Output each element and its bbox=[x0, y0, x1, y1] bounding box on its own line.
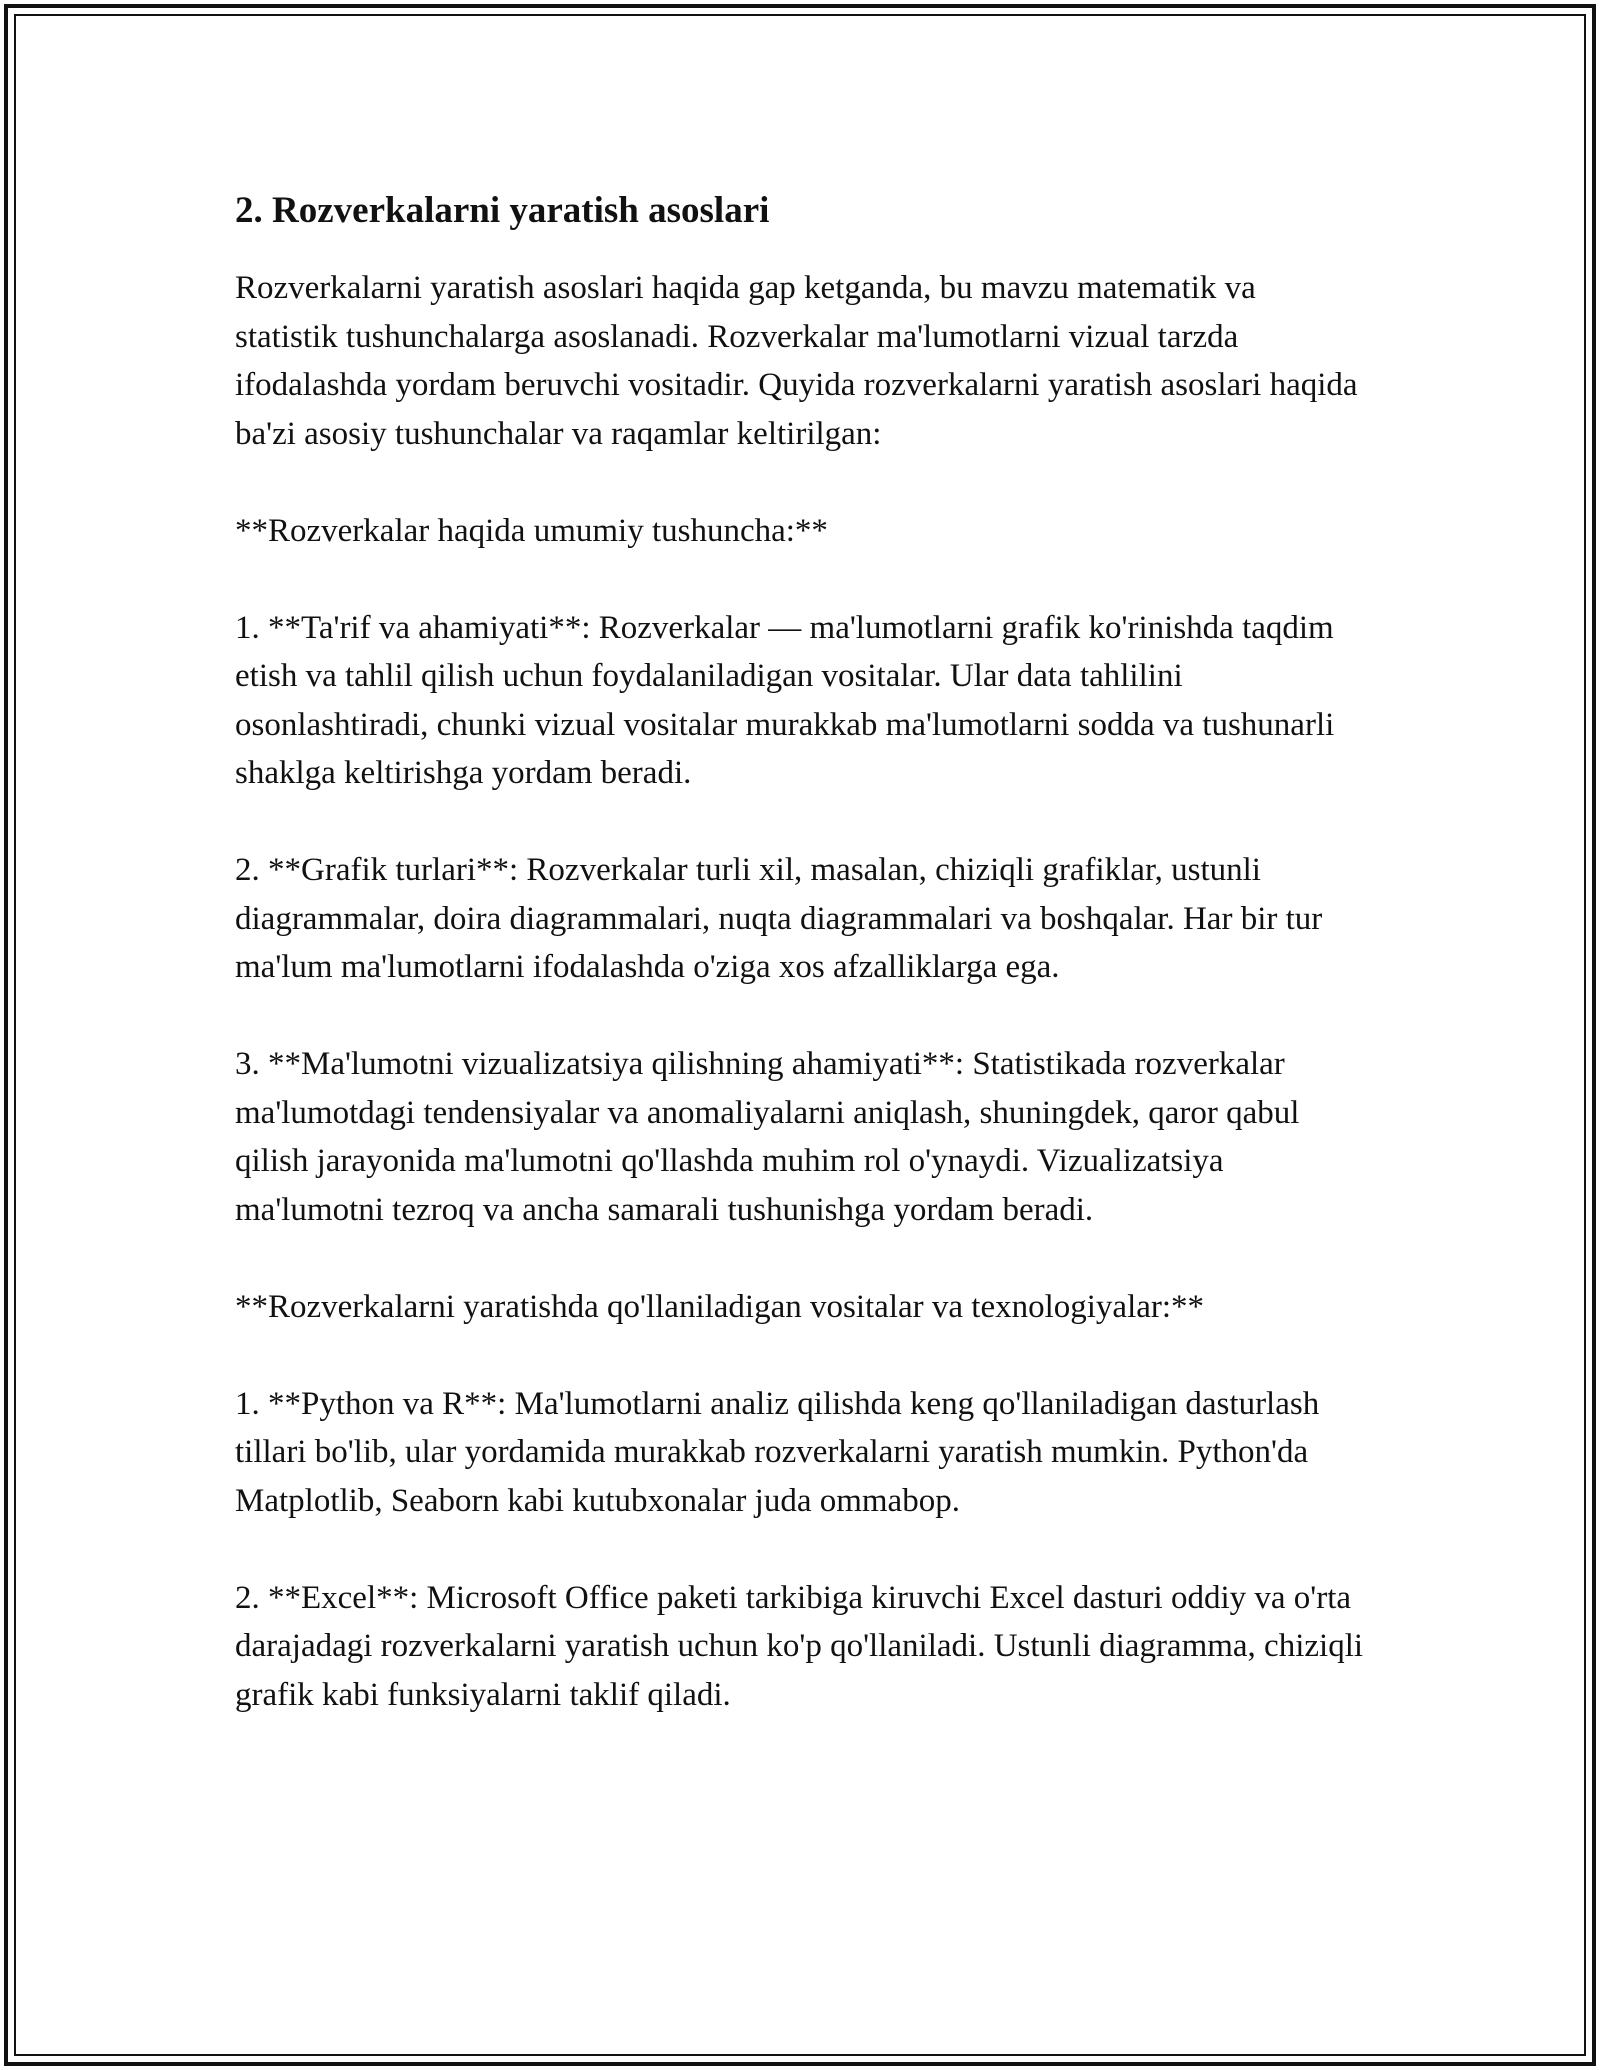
list-item-definition: 1. **Ta'rif va ahamiyati**: Rozverkalar — ma'lumotlarni grafik ko'rinishda taqdim etish va tahlil qilish uchun foydalaniladigan vositalar. Ular data tahlilini osonlashtiradi, chunki vizual vositalar murakkab ma'lumotlarni sodda va tushunarli shaklga keltirishga yordam beradi. bbox=[235, 609, 1335, 791]
list-item-chart-types: 2. **Grafik turlari**: Rozverkalar turli xil, masalan, chiziqli grafiklar, ustunli diagrammalar, doira diagrammalari, nuqta diagrammalari va boshqalar. Har bir tur ma'lum ma'lumotlarni ifodalashda o'ziga xos afzalliklarga ega. bbox=[235, 852, 1323, 985]
list-item-excel: 2. **Excel**: Microsoft Office paketi tarkibiga kiruvchi Excel dasturi oddiy va o'rta darajadagi rozverkalarni yaratish uchun ko'p qo'llaniladi. Ustunli diagramma, chiziqli grafik kabi funksiyalarni taklif qiladi. bbox=[235, 1579, 1364, 1713]
intro-paragraph: Rozverkalarni yaratish asoslari haqida gap ketganda, bu mavzu matematik va statistik tushunchalarga asoslanadi. Rozverkalar ma'lumotlarni vizual tarzda ifodalashda yordam beruvchi vositadir. Quyida rozverkalarni yaratish asoslari haqida ba'zi asosiy tushunchalar va raqamlar keltirilgan: bbox=[235, 270, 1358, 452]
subheading-overview: **Rozverkalar haqida umumiy tushuncha:** bbox=[235, 512, 828, 549]
document-body bbox=[235, 187, 1365, 1768]
list-item-visualization-importance: 3. **Ma'lumotni vizualizatsiya qilishning ahamiyati**: Statistikada rozverkalar ma'lumotdagi tendensiyalar va anomaliyalarni aniqlash, shuningdek, qaror qabul qilish jarayonida ma'lumotni qo'llashda muhim rol o'ynaydi. Vizualizatsiya ma'lumotni tezroq va ancha samarali tushunishga yordam beradi. bbox=[235, 1046, 1300, 1228]
list-item-python-r: 1. **Python va R**: Ma'lumotlarni analiz qilishda keng qo'llaniladigan dasturlash tillari bo'lib, ular yordamida murakkab rozverkalarni yaratish mumkin. Python'da Matplotlib, Seaborn kabi kutubxonalar juda ommabop. bbox=[235, 1385, 1320, 1519]
section-title: 2. Rozverkalarni yaratish asoslari bbox=[235, 190, 770, 231]
subheading-tools: **Rozverkalarni yaratishda qo'llaniladigan vositalar va texnologiyalar:** bbox=[235, 1288, 1205, 1325]
